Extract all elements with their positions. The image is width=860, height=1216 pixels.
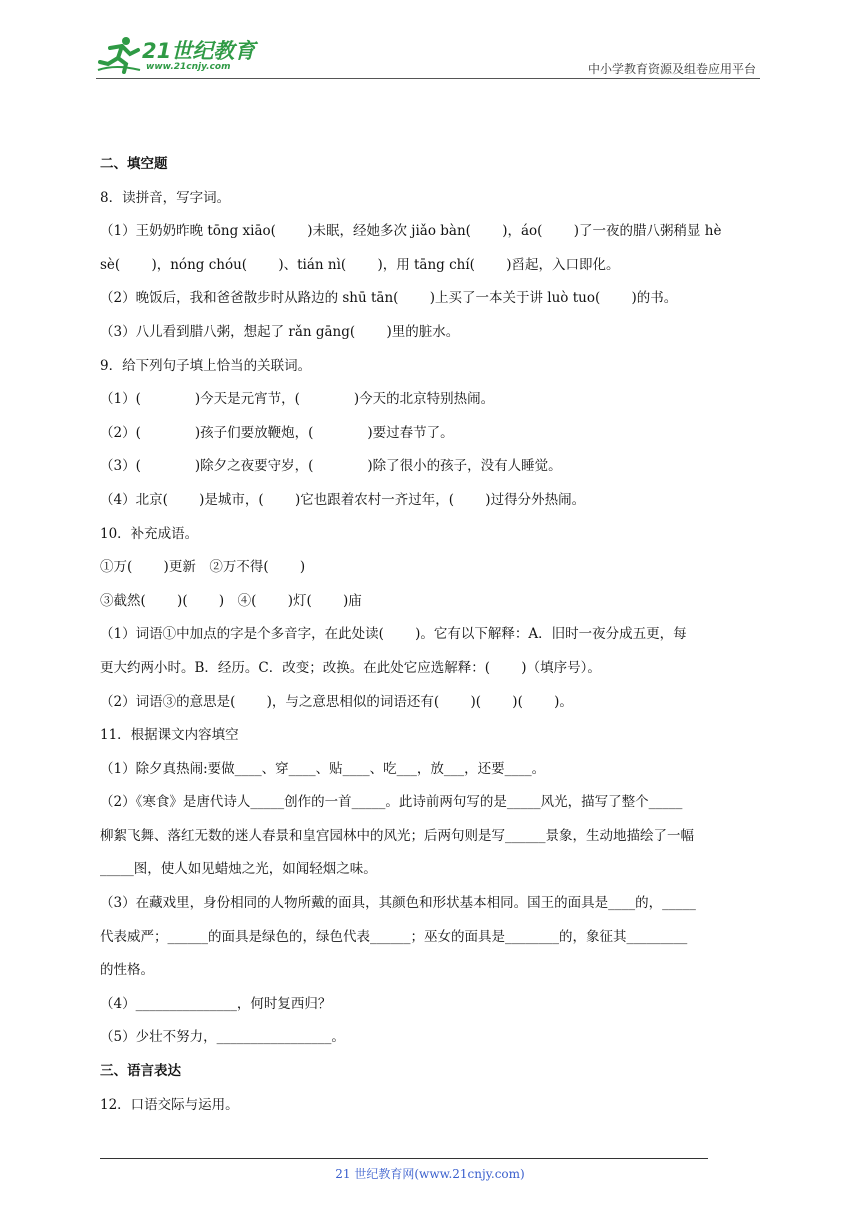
question-text: ③截然( )( ) ④( )灯( )庙: [100, 592, 362, 609]
question-text: （3）( )除夕之夜要守岁，( )除了很小的孩子，没有人睡觉。: [100, 458, 562, 475]
logo-text: 21世纪教育: [142, 39, 256, 63]
runner-icon: [96, 34, 142, 74]
question-text: （2）晚饭后，我和爸爸散步时从路边的 shū tān( )上买了一本关于讲 luò tuo( )的书。: [100, 290, 678, 307]
question-text: （5）少壮不努力，_________________。: [100, 1029, 345, 1046]
footer-divider: [100, 1158, 708, 1159]
question-text: sè( )，nóng chóu( )、tián nì( )，用 tāng chí( )舀起，入口即化。: [100, 256, 620, 273]
section-heading: 三、语言表达: [100, 1063, 181, 1080]
question-text: ①万( )更新 ②万不得( ): [100, 559, 306, 576]
question-text: （4）北京( )是城市，( )它也跟着农村一齐过年，( )过得分外热闹。: [100, 491, 586, 508]
question-text: （2）( )孩子们要放鞭炮，( )要过春节了。: [100, 424, 454, 441]
site-logo: [96, 32, 266, 78]
question-text: （1）词语①中加点的字是个多音字，在此处读( )。它有以下解释：A．旧时一夜分成五更，每: [100, 626, 687, 643]
header-divider: [96, 78, 760, 79]
question-text: 12．口语交际与运用。: [100, 1096, 239, 1113]
question-text: （3）在藏戏里，身份相同的人物所戴的面具，其颜色和形状基本相同。国王的面具是____的，_____: [100, 895, 696, 912]
question-text: 更大约两小时。B．经历。C．改变；改换。在此处它应选解释：( )（填序号）。: [100, 659, 601, 676]
question-text: （2）《寒食》是唐代诗人_____创作的一首_____。此诗前两句写的是_____风光，描写了整个_____: [100, 794, 683, 811]
question-text: 柳絮飞舞、落红无数的迷人春景和皇宫园林中的风光；后两句则是写______景象，生动地描绘了一幅: [100, 827, 694, 844]
logo-url: www.21cnjy.com: [146, 62, 231, 72]
question-text: （1）王奶奶昨晚 tōng xiāo( )未眠，经她多次 jiǎo bàn( )，áo( )了一夜的腊八粥稍显 hè: [100, 223, 722, 240]
page-header: [96, 30, 760, 80]
question-text: 9．给下列句子填上恰当的关联词。: [100, 357, 312, 374]
question-text: （4）_______________，何时复西归？: [100, 995, 332, 1012]
section-heading: 二、填空题: [100, 156, 168, 172]
question-text: _____图，使人如见蜡烛之光，如闻轻烟之味。: [100, 861, 377, 878]
platform-name: 中小学教育资源及组卷应用平台: [587, 62, 756, 76]
question-text: 8．读拼音，写字词。: [100, 189, 231, 206]
question-text: 代表威严；______的面具是绿色的，绿色代表______；巫女的面具是________的，象征其_________: [100, 928, 688, 945]
exam-content: [100, 148, 764, 1122]
footer-text: 21 世纪教育网(www.21cnjy.com): [335, 1167, 525, 1181]
question-text: 的性格。: [100, 962, 154, 979]
question-text: （1）( )今天是元宵节，( )今天的北京特别热闹。: [100, 391, 495, 408]
question-text: （2）词语③的意思是( )，与之意思相似的词语还有( )( )( )。: [100, 693, 573, 710]
question-text: （3）八儿看到腊八粥，想起了 rǎn gāng( )里的脏水。: [100, 323, 460, 340]
question-text: （1）除夕真热闹:要做____、穿____、贴____、吃___，放___，还要____。: [100, 760, 546, 777]
question-text: 11．根据课文内容填空: [100, 727, 239, 744]
question-text: 10．补充成语。: [100, 525, 199, 542]
